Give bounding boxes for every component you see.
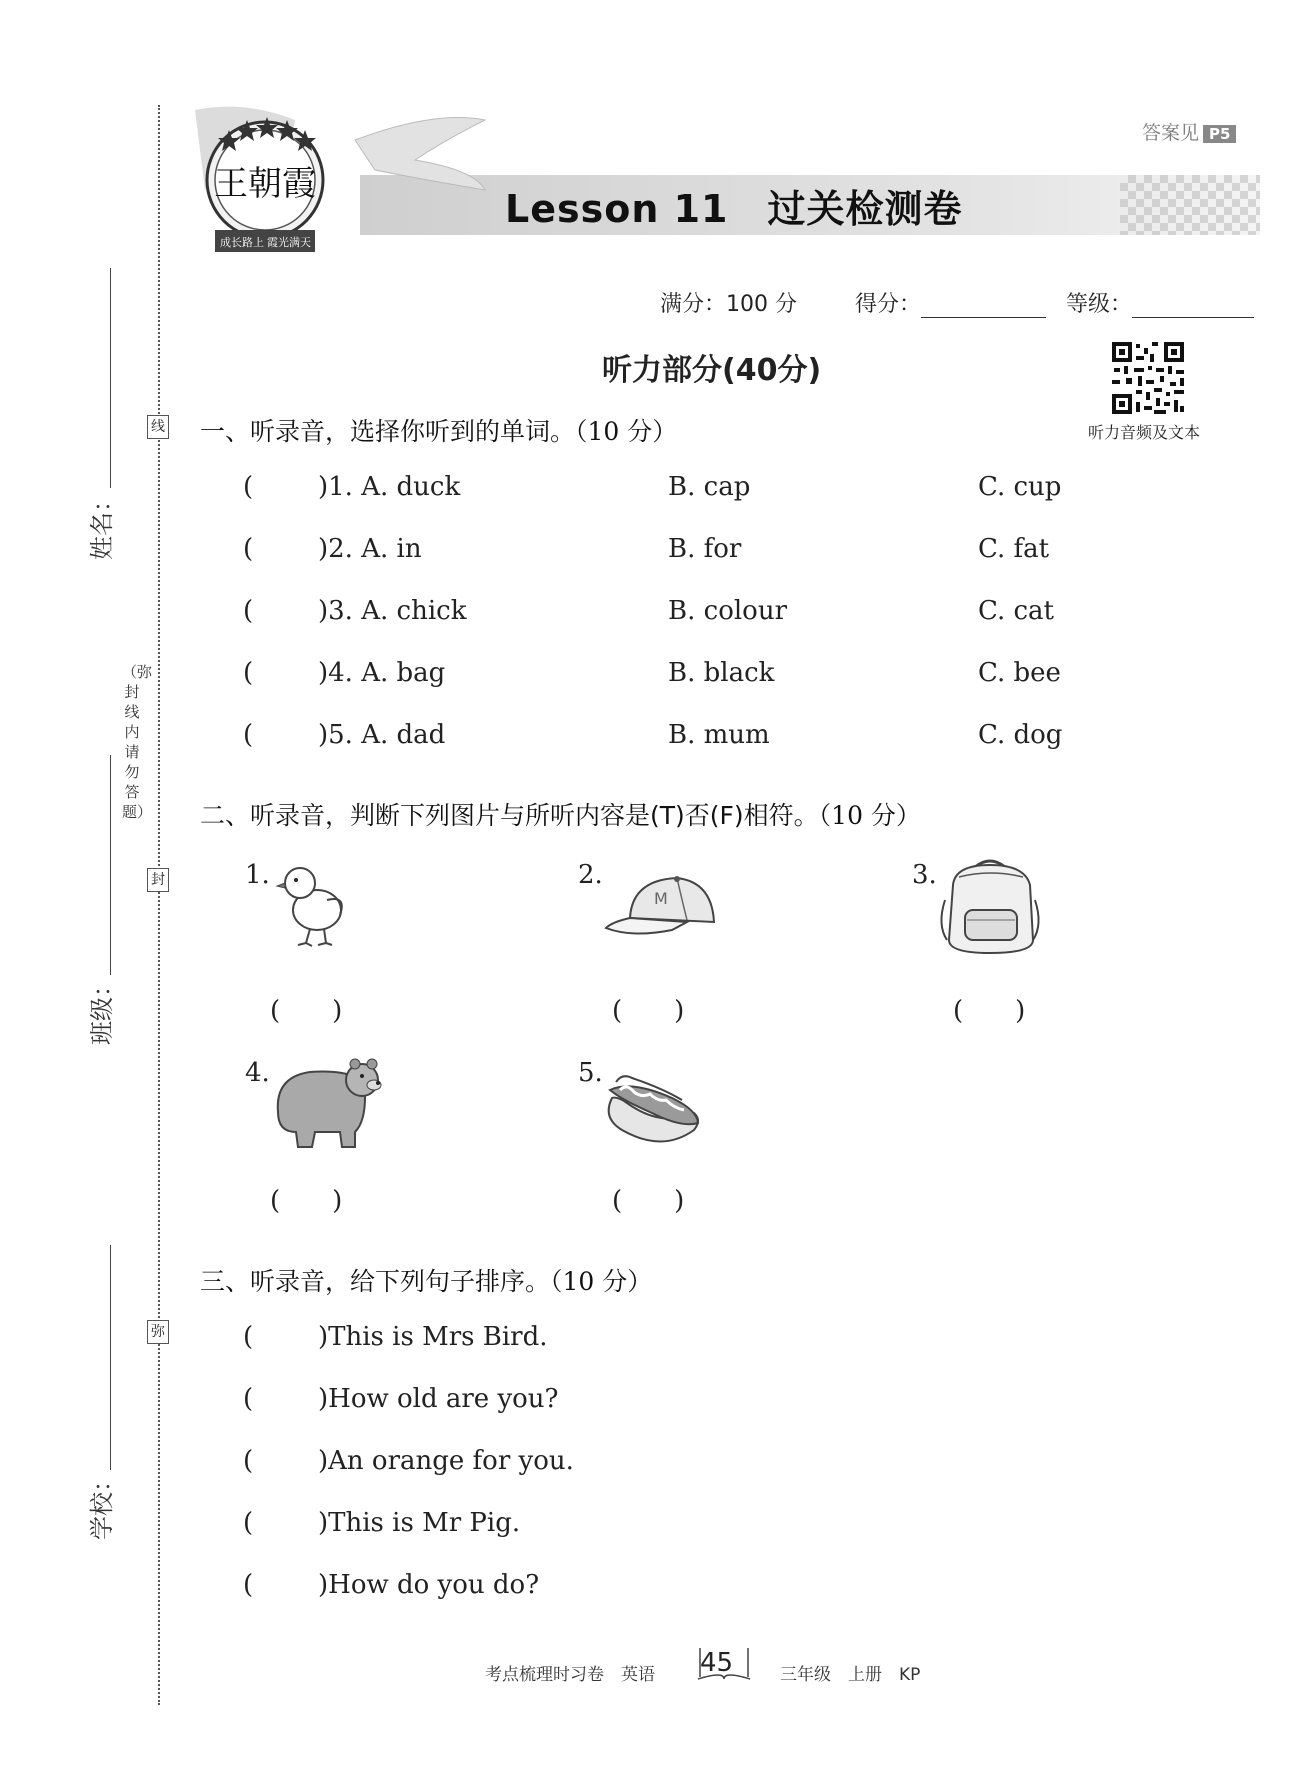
seal-mark-bottom: 弥	[147, 1320, 169, 1344]
q3-points: （10 分）	[550, 1267, 653, 1296]
option-b: B. for	[668, 534, 742, 564]
answer-ref-page: P5	[1203, 125, 1236, 143]
option-b: B. mum	[668, 720, 770, 750]
bear-icon	[270, 1052, 390, 1152]
option-a: )3. A. chick	[318, 596, 467, 626]
name-label: 姓名：	[88, 488, 116, 560]
q2-heading-text: 二、听录音，判断下列图片与所听内容是(T)否(F)相符。	[200, 801, 819, 830]
answer-paren-open[interactable]: (	[243, 596, 254, 626]
class-blank-line	[110, 755, 111, 975]
qr-label: 听力音频及文本	[1088, 423, 1201, 442]
grade-blank[interactable]	[1132, 317, 1254, 318]
class-label: 班级：	[88, 973, 116, 1045]
brand-slogan-right: 霞光满天	[267, 236, 311, 249]
page-number: 45	[700, 1648, 734, 1678]
grade-field	[1066, 287, 1254, 318]
score-label: 得分：	[855, 292, 922, 317]
full-score: 满分：100 分	[660, 292, 797, 317]
answer-paren-open[interactable]: (	[243, 1446, 254, 1476]
backpack-icon	[935, 855, 1045, 960]
cap-icon	[602, 870, 717, 945]
section-title: 听力部分(40分)	[602, 353, 822, 388]
option-b: B. cap	[668, 472, 751, 502]
footer-left: 考点梳理时习卷 英语	[485, 1665, 655, 1685]
answer-paren-open[interactable]: (	[243, 1508, 254, 1538]
q1-heading	[200, 412, 677, 448]
q1-points: （10 分）	[575, 417, 678, 446]
school-label: 学校：	[88, 1468, 116, 1540]
svg-text:M: M	[654, 889, 668, 908]
seal-mark-top: 线	[147, 415, 169, 439]
name-blank-line	[110, 268, 111, 488]
brand-slogan-left: 成长路上	[220, 236, 264, 249]
answer-paren-open[interactable]: (	[243, 1570, 254, 1600]
q3-heading-text: 三、听录音，给下列句子排序。	[200, 1267, 551, 1296]
answer-paren[interactable]: ( )	[953, 996, 1026, 1026]
q1-heading-text: 一、听录音，选择你听到的单词。	[200, 417, 576, 446]
grade-label: 等级：	[1066, 292, 1133, 317]
brand-name: 王朝霞	[214, 164, 316, 204]
answer-paren-open[interactable]: (	[243, 534, 254, 564]
option-c: C. dog	[978, 720, 1063, 750]
footer-right: 三年级 上册 KP	[780, 1665, 921, 1685]
picture-number: 4.	[245, 1058, 270, 1088]
option-c: C. cat	[978, 596, 1055, 626]
sentence: )This is Mrs Bird.	[318, 1322, 548, 1352]
sentence: )How do you do?	[318, 1570, 540, 1600]
answer-paren-open[interactable]: (	[243, 1322, 254, 1352]
answer-ref-label: 答案见	[1142, 122, 1200, 144]
answer-paren-open[interactable]: (	[243, 472, 254, 502]
option-b: B. colour	[668, 596, 787, 626]
option-c: C. cup	[978, 472, 1062, 502]
answer-reference	[1142, 118, 1236, 145]
sentence: )This is Mr Pig.	[318, 1508, 521, 1538]
q2-points: （10 分）	[818, 801, 921, 830]
qr-code-icon[interactable]	[1110, 340, 1186, 416]
answer-paren-open[interactable]: (	[243, 658, 254, 688]
picture-number: 3.	[912, 860, 937, 890]
option-a: )5. A. dad	[318, 720, 446, 750]
q3-heading	[200, 1262, 652, 1298]
score-blank[interactable]	[921, 317, 1046, 318]
seal-note: （弥封线内请勿答题）	[122, 663, 153, 821]
page-title: Lesson 11 过关检测卷	[505, 187, 963, 231]
option-c: C. bee	[978, 658, 1061, 688]
option-a: )2. A. in	[318, 534, 422, 564]
option-b: B. black	[668, 658, 775, 688]
sentence: )How old are you?	[318, 1384, 559, 1414]
answer-paren-open[interactable]: (	[243, 720, 254, 750]
banner-pattern	[1120, 175, 1260, 235]
answer-paren[interactable]: ( )	[612, 996, 685, 1026]
school-blank-line	[110, 1245, 111, 1470]
answer-paren[interactable]: ( )	[612, 1186, 685, 1216]
q2-heading	[200, 796, 921, 832]
answer-paren[interactable]: ( )	[270, 1186, 343, 1216]
chick-icon	[272, 855, 352, 950]
hotdog-icon	[602, 1068, 707, 1148]
picture-number: 5.	[578, 1058, 603, 1088]
answer-paren[interactable]: ( )	[270, 996, 343, 1026]
seal-dotted-line	[158, 105, 160, 1705]
sentence: )An orange for you.	[318, 1446, 574, 1476]
option-a: )4. A. bag	[318, 658, 446, 688]
score-field	[855, 287, 1046, 318]
answer-paren-open[interactable]: (	[243, 1384, 254, 1414]
picture-number: 1.	[245, 860, 270, 890]
picture-number: 2.	[578, 860, 603, 890]
seal-mark-middle: 封	[147, 868, 169, 892]
option-c: C. fat	[978, 534, 1050, 564]
brand-logo	[185, 100, 495, 260]
option-a: )1. A. duck	[318, 472, 461, 502]
